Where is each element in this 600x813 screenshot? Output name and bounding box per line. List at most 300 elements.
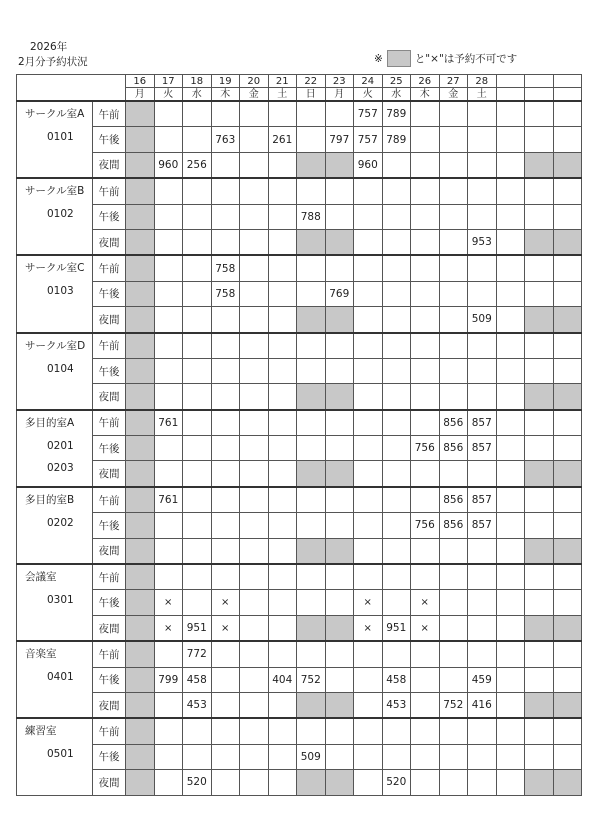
weekday: 日 bbox=[297, 88, 326, 102]
room-code: 0202 bbox=[47, 516, 74, 529]
room-name: サークル室A bbox=[25, 108, 85, 120]
slot-cell bbox=[211, 101, 240, 127]
legend-text: と"×"は予約不可です bbox=[414, 53, 518, 65]
slot-cell bbox=[325, 744, 354, 769]
slot-cell bbox=[240, 487, 269, 513]
slot-cell bbox=[268, 461, 297, 487]
slot-cell bbox=[325, 641, 354, 667]
slot-cell bbox=[553, 770, 582, 795]
room-name: 音楽室 bbox=[25, 648, 57, 661]
slot-cell bbox=[354, 718, 383, 744]
slot-cell bbox=[126, 590, 155, 615]
day-number: 22 bbox=[297, 75, 326, 88]
slot-cell bbox=[154, 101, 183, 127]
slot-cell bbox=[325, 590, 354, 615]
slot-cell: 761 bbox=[154, 410, 183, 436]
slot-cell bbox=[553, 692, 582, 718]
slot-cell bbox=[439, 204, 468, 229]
slot-cell bbox=[382, 255, 411, 281]
slot-cell bbox=[297, 229, 326, 255]
slot-cell bbox=[211, 461, 240, 487]
slot-cell bbox=[325, 692, 354, 718]
weekday: 水 bbox=[183, 88, 212, 102]
period-label: 午後 bbox=[93, 127, 126, 152]
period-label: 午前 bbox=[93, 487, 126, 513]
year-label: 2026年 bbox=[30, 41, 68, 53]
slot-cell bbox=[553, 667, 582, 692]
slot-cell bbox=[354, 358, 383, 383]
room-name: 会議室 bbox=[25, 571, 57, 584]
slot-cell: 857 bbox=[468, 436, 497, 461]
slot-cell bbox=[553, 333, 582, 359]
weekday: 月 bbox=[325, 88, 354, 102]
slot-cell bbox=[354, 538, 383, 564]
slot-cell bbox=[411, 461, 440, 487]
slot-cell bbox=[496, 615, 525, 641]
slot-cell bbox=[126, 307, 155, 333]
slot-cell bbox=[525, 641, 554, 667]
slot-cell bbox=[183, 384, 212, 410]
slot-cell bbox=[439, 229, 468, 255]
slot-cell bbox=[382, 461, 411, 487]
slot-cell bbox=[325, 178, 354, 204]
slot-cell bbox=[382, 229, 411, 255]
slot-cell bbox=[382, 718, 411, 744]
slot-cell bbox=[126, 127, 155, 152]
slot-cell bbox=[268, 307, 297, 333]
slot-cell bbox=[268, 641, 297, 667]
slot-cell bbox=[183, 307, 212, 333]
room-name: 多目的室B bbox=[25, 493, 75, 506]
slot-cell bbox=[268, 564, 297, 590]
slot-cell bbox=[411, 333, 440, 359]
weekday: 火 bbox=[354, 88, 383, 102]
slot-cell bbox=[553, 229, 582, 255]
slot-cell bbox=[268, 692, 297, 718]
slot-cell bbox=[154, 692, 183, 718]
slot-cell bbox=[325, 307, 354, 333]
slot-cell bbox=[553, 101, 582, 127]
room-period-row bbox=[17, 229, 582, 255]
slot-cell bbox=[268, 255, 297, 281]
slot-cell bbox=[297, 281, 326, 306]
slot-cell bbox=[496, 538, 525, 564]
slot-cell bbox=[240, 255, 269, 281]
room-cell bbox=[17, 641, 93, 718]
slot-cell bbox=[411, 384, 440, 410]
slot-cell bbox=[411, 229, 440, 255]
slot-cell bbox=[525, 615, 554, 641]
slot-cell bbox=[439, 641, 468, 667]
slot-cell: × bbox=[411, 615, 440, 641]
slot-cell bbox=[525, 744, 554, 769]
slot-cell bbox=[297, 641, 326, 667]
slot-cell bbox=[496, 667, 525, 692]
reservation-table bbox=[16, 74, 582, 796]
slot-cell bbox=[468, 641, 497, 667]
weekday: 月 bbox=[126, 88, 155, 102]
slot-cell bbox=[268, 384, 297, 410]
slot-cell bbox=[525, 564, 554, 590]
slot-cell bbox=[240, 307, 269, 333]
slot-cell bbox=[325, 333, 354, 359]
slot-cell bbox=[297, 718, 326, 744]
slot-cell bbox=[154, 564, 183, 590]
weekday: 土 bbox=[268, 88, 297, 102]
slot-cell bbox=[325, 538, 354, 564]
slot-cell: 756 bbox=[411, 436, 440, 461]
slot-cell bbox=[496, 590, 525, 615]
room-period-row bbox=[17, 538, 582, 564]
room-period-row bbox=[17, 590, 582, 615]
slot-cell bbox=[297, 538, 326, 564]
slot-cell bbox=[325, 229, 354, 255]
slot-cell bbox=[211, 641, 240, 667]
slot-cell: 752 bbox=[297, 667, 326, 692]
slot-cell bbox=[382, 358, 411, 383]
room-period-row bbox=[17, 436, 582, 461]
slot-cell bbox=[297, 692, 326, 718]
slot-cell bbox=[411, 152, 440, 178]
period-label: 午後 bbox=[93, 436, 126, 461]
slot-cell: 951 bbox=[183, 615, 212, 641]
period-label: 午後 bbox=[93, 744, 126, 769]
subtitle-label: 2月分予約状況 bbox=[18, 56, 88, 68]
slot-cell bbox=[240, 744, 269, 769]
slot-cell bbox=[126, 436, 155, 461]
day-number: 20 bbox=[240, 75, 269, 88]
slot-cell bbox=[297, 333, 326, 359]
room-period-row bbox=[17, 127, 582, 152]
slot-cell bbox=[525, 307, 554, 333]
slot-cell bbox=[496, 487, 525, 513]
slot-cell bbox=[496, 127, 525, 152]
slot-cell bbox=[325, 770, 354, 795]
room-code: 0101 bbox=[47, 131, 74, 143]
slot-cell bbox=[354, 281, 383, 306]
slot-cell bbox=[183, 513, 212, 538]
slot-cell bbox=[439, 307, 468, 333]
slot-cell bbox=[468, 384, 497, 410]
slot-cell: 416 bbox=[468, 692, 497, 718]
slot-cell bbox=[154, 461, 183, 487]
slot-cell: 797 bbox=[325, 127, 354, 152]
slot-cell bbox=[468, 564, 497, 590]
slot-cell bbox=[468, 333, 497, 359]
period-label: 午後 bbox=[93, 204, 126, 229]
slot-cell bbox=[439, 358, 468, 383]
slot-cell bbox=[411, 255, 440, 281]
slot-cell: 856 bbox=[439, 436, 468, 461]
slot-cell bbox=[211, 307, 240, 333]
slot-cell bbox=[297, 590, 326, 615]
period-label: 午前 bbox=[93, 564, 126, 590]
slot-cell bbox=[496, 333, 525, 359]
slot-cell bbox=[154, 384, 183, 410]
slot-cell bbox=[268, 538, 297, 564]
slot-cell bbox=[411, 178, 440, 204]
slot-cell bbox=[183, 255, 212, 281]
slot-cell bbox=[439, 255, 468, 281]
slot-cell bbox=[325, 718, 354, 744]
slot-cell bbox=[525, 127, 554, 152]
slot-cell bbox=[525, 770, 554, 795]
slot-cell bbox=[126, 358, 155, 383]
slot-cell bbox=[439, 718, 468, 744]
room-code: 0103 bbox=[47, 285, 74, 298]
slot-cell bbox=[411, 487, 440, 513]
slot-cell bbox=[325, 152, 354, 178]
slot-cell bbox=[439, 770, 468, 795]
slot-cell bbox=[325, 615, 354, 641]
room-name: サークル室D bbox=[25, 339, 86, 352]
slot-cell: 856 bbox=[439, 487, 468, 513]
period-label: 午後 bbox=[93, 358, 126, 383]
slot-cell: 404 bbox=[268, 667, 297, 692]
period-label: 午後 bbox=[93, 281, 126, 306]
day-number: 26 bbox=[411, 75, 440, 88]
room-period-row bbox=[17, 513, 582, 538]
slot-cell: × bbox=[411, 590, 440, 615]
weekday: 土 bbox=[468, 88, 497, 102]
slot-cell bbox=[211, 152, 240, 178]
slot-cell bbox=[240, 152, 269, 178]
slot-cell bbox=[126, 692, 155, 718]
room-code: 0401 bbox=[47, 671, 74, 684]
slot-cell bbox=[525, 358, 554, 383]
room-code: 0201 bbox=[47, 439, 74, 452]
slot-cell bbox=[268, 410, 297, 436]
slot-cell bbox=[325, 204, 354, 229]
day-number-row bbox=[17, 75, 582, 88]
slot-cell bbox=[183, 333, 212, 359]
slot-cell bbox=[183, 178, 212, 204]
slot-cell bbox=[126, 101, 155, 127]
slot-cell bbox=[553, 307, 582, 333]
slot-cell bbox=[354, 667, 383, 692]
slot-cell bbox=[525, 461, 554, 487]
room-code: 0501 bbox=[47, 748, 74, 761]
slot-cell: 752 bbox=[439, 692, 468, 718]
slot-cell bbox=[468, 281, 497, 306]
slot-cell bbox=[211, 744, 240, 769]
period-label: 夜間 bbox=[93, 307, 126, 333]
slot-cell: 856 bbox=[439, 410, 468, 436]
room-name: サークル室C bbox=[25, 262, 85, 275]
room-cell bbox=[17, 718, 93, 795]
slot-cell bbox=[354, 255, 383, 281]
slot-cell bbox=[126, 615, 155, 641]
room-period-row bbox=[17, 358, 582, 383]
slot-cell bbox=[553, 641, 582, 667]
slot-cell: 509 bbox=[297, 744, 326, 769]
slot-cell bbox=[240, 718, 269, 744]
slot-cell bbox=[525, 667, 554, 692]
slot-cell bbox=[525, 101, 554, 127]
slot-cell bbox=[525, 692, 554, 718]
slot-cell bbox=[240, 461, 269, 487]
slot-cell bbox=[382, 538, 411, 564]
slot-cell bbox=[553, 178, 582, 204]
slot-cell bbox=[240, 513, 269, 538]
room-period-row bbox=[17, 152, 582, 178]
slot-cell: 509 bbox=[468, 307, 497, 333]
slot-cell bbox=[525, 255, 554, 281]
slot-cell bbox=[240, 384, 269, 410]
room-code: 0203 bbox=[47, 461, 74, 474]
room-period-row bbox=[17, 692, 582, 718]
slot-cell bbox=[496, 204, 525, 229]
slot-cell bbox=[553, 358, 582, 383]
day-number: 17 bbox=[154, 75, 183, 88]
slot-cell bbox=[183, 229, 212, 255]
document-title bbox=[18, 40, 88, 70]
slot-cell bbox=[354, 692, 383, 718]
slot-cell bbox=[268, 615, 297, 641]
day-number: 16 bbox=[126, 75, 155, 88]
slot-cell bbox=[525, 178, 554, 204]
slot-cell bbox=[525, 590, 554, 615]
slot-cell bbox=[553, 615, 582, 641]
slot-cell bbox=[126, 178, 155, 204]
slot-cell bbox=[382, 204, 411, 229]
slot-cell: 857 bbox=[468, 513, 497, 538]
slot-cell bbox=[240, 641, 269, 667]
slot-cell bbox=[525, 333, 554, 359]
slot-cell bbox=[439, 152, 468, 178]
slot-cell bbox=[382, 333, 411, 359]
header-corner bbox=[17, 75, 126, 102]
room-name: サークル室B bbox=[25, 185, 85, 198]
slot-cell bbox=[268, 229, 297, 255]
slot-cell bbox=[183, 461, 212, 487]
slot-cell bbox=[354, 436, 383, 461]
slot-cell: 758 bbox=[211, 255, 240, 281]
slot-cell bbox=[553, 513, 582, 538]
slot-cell bbox=[468, 127, 497, 152]
room-period-row bbox=[17, 384, 582, 410]
slot-cell bbox=[411, 692, 440, 718]
slot-cell bbox=[382, 436, 411, 461]
slot-cell bbox=[297, 101, 326, 127]
weekday: 木 bbox=[211, 88, 240, 102]
slot-cell bbox=[240, 229, 269, 255]
weekday: 金 bbox=[240, 88, 269, 102]
slot-cell bbox=[468, 590, 497, 615]
weekday: 火 bbox=[154, 88, 183, 102]
period-label: 夜間 bbox=[93, 152, 126, 178]
slot-cell bbox=[468, 744, 497, 769]
slot-cell bbox=[325, 436, 354, 461]
slot-cell bbox=[496, 461, 525, 487]
slot-cell bbox=[525, 513, 554, 538]
slot-cell: 953 bbox=[468, 229, 497, 255]
slot-cell bbox=[439, 590, 468, 615]
period-label: 午前 bbox=[93, 101, 126, 127]
room-code: 0104 bbox=[47, 362, 74, 375]
slot-cell bbox=[240, 358, 269, 383]
slot-cell bbox=[126, 255, 155, 281]
slot-cell bbox=[439, 667, 468, 692]
slot-cell bbox=[126, 718, 155, 744]
slot-cell: 772 bbox=[183, 641, 212, 667]
slot-cell bbox=[354, 307, 383, 333]
day-number: 25 bbox=[382, 75, 411, 88]
slot-cell bbox=[382, 744, 411, 769]
slot-cell: 458 bbox=[382, 667, 411, 692]
legend-shade-swatch bbox=[387, 50, 411, 67]
slot-cell bbox=[468, 358, 497, 383]
period-label: 夜間 bbox=[93, 461, 126, 487]
slot-cell bbox=[268, 770, 297, 795]
slot-cell bbox=[240, 178, 269, 204]
slot-cell bbox=[468, 461, 497, 487]
slot-cell bbox=[211, 770, 240, 795]
room-cell bbox=[17, 410, 93, 487]
room-name: 多目的室A bbox=[25, 416, 75, 429]
slot-cell bbox=[126, 229, 155, 255]
slot-cell bbox=[325, 461, 354, 487]
slot-cell bbox=[268, 590, 297, 615]
room-period-row bbox=[17, 615, 582, 641]
slot-cell: 453 bbox=[382, 692, 411, 718]
weekday: 木 bbox=[411, 88, 440, 102]
slot-cell bbox=[325, 358, 354, 383]
slot-cell bbox=[525, 152, 554, 178]
slot-cell bbox=[154, 255, 183, 281]
slot-cell bbox=[468, 770, 497, 795]
slot-cell bbox=[439, 461, 468, 487]
slot-cell bbox=[126, 410, 155, 436]
period-label: 午後 bbox=[93, 667, 126, 692]
slot-cell bbox=[268, 333, 297, 359]
slot-cell bbox=[354, 229, 383, 255]
room-period-row bbox=[17, 255, 582, 281]
slot-cell bbox=[240, 615, 269, 641]
slot-cell bbox=[553, 744, 582, 769]
slot-cell bbox=[126, 333, 155, 359]
slot-cell bbox=[240, 101, 269, 127]
slot-cell bbox=[183, 410, 212, 436]
slot-cell bbox=[382, 152, 411, 178]
slot-cell bbox=[240, 538, 269, 564]
slot-cell bbox=[468, 255, 497, 281]
slot-cell bbox=[126, 564, 155, 590]
slot-cell bbox=[525, 436, 554, 461]
slot-cell bbox=[553, 281, 582, 306]
slot-cell bbox=[525, 487, 554, 513]
slot-cell bbox=[211, 358, 240, 383]
slot-cell bbox=[525, 718, 554, 744]
slot-cell bbox=[525, 281, 554, 306]
slot-cell bbox=[211, 204, 240, 229]
slot-cell: 789 bbox=[382, 101, 411, 127]
slot-cell bbox=[496, 770, 525, 795]
slot-cell bbox=[354, 461, 383, 487]
day-number: 27 bbox=[439, 75, 468, 88]
slot-cell bbox=[154, 281, 183, 306]
slot-cell bbox=[496, 152, 525, 178]
slot-cell: 960 bbox=[154, 152, 183, 178]
slot-cell bbox=[411, 667, 440, 692]
day-number bbox=[525, 75, 554, 88]
slot-cell bbox=[268, 487, 297, 513]
slot-cell bbox=[325, 667, 354, 692]
slot-cell bbox=[268, 204, 297, 229]
slot-cell bbox=[411, 410, 440, 436]
slot-cell bbox=[354, 204, 383, 229]
slot-cell bbox=[439, 564, 468, 590]
